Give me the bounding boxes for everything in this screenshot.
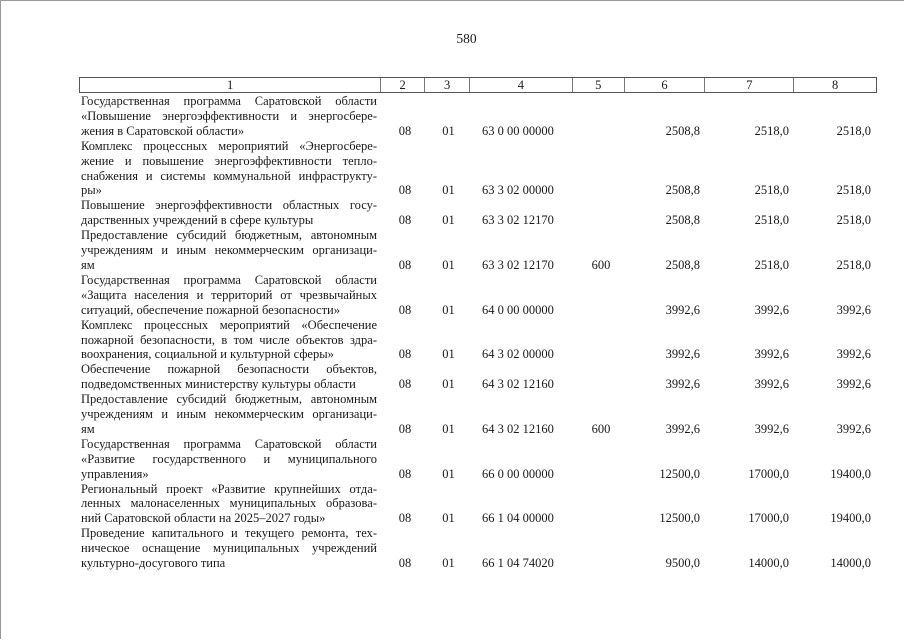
header-col-2: 2 bbox=[381, 78, 425, 92]
item-name-line: Повышение энергоэффективности областных госу- bbox=[81, 198, 377, 213]
section-code: 08 bbox=[398, 347, 412, 362]
table-row bbox=[79, 526, 877, 571]
target-article-code: 63 3 02 12170 bbox=[482, 257, 554, 272]
section-code: 08 bbox=[398, 183, 412, 198]
section-code: 08 bbox=[398, 213, 412, 228]
target-article-code: 64 3 02 12160 bbox=[482, 421, 554, 436]
section-code: 08 bbox=[398, 511, 412, 526]
amount-col-8: 2518,0 bbox=[836, 213, 871, 228]
header-col-3: 3 bbox=[425, 78, 470, 92]
item-name-line: «Повышение энергоэффективности и энергосбере- bbox=[81, 108, 377, 123]
amount-col-8: 3992,6 bbox=[836, 347, 871, 362]
item-name bbox=[79, 198, 381, 228]
item-name-line: снабжения и системы коммунальной инфраструкту- bbox=[81, 168, 377, 183]
section-code: 08 bbox=[398, 257, 412, 272]
item-name bbox=[79, 437, 381, 482]
item-name-line: Государственная программа Саратовской области bbox=[81, 436, 377, 451]
item-name-line: Государственная программа Саратовской области bbox=[81, 272, 377, 287]
amount-col-7: 3992,6 bbox=[754, 347, 789, 362]
amount-col-6: 3992,6 bbox=[665, 302, 700, 317]
item-name bbox=[79, 362, 381, 392]
table-row bbox=[79, 228, 877, 273]
item-name bbox=[79, 228, 381, 273]
subsection-code: 01 bbox=[442, 302, 455, 317]
table-row bbox=[79, 198, 877, 228]
section-code: 08 bbox=[398, 123, 412, 138]
header-col-8: 8 bbox=[831, 78, 839, 92]
amount-col-8: 2518,0 bbox=[836, 257, 871, 272]
item-name-line: культурно-досугового типа bbox=[81, 556, 226, 571]
amount-col-7: 14000,0 bbox=[748, 556, 789, 571]
amount-col-6: 3992,6 bbox=[665, 377, 700, 392]
item-name-line: ленных малонаселенных муниципальных образова- bbox=[81, 496, 377, 511]
item-name-line: ническое оснащение муниципальных учреждений bbox=[81, 541, 377, 556]
item-name bbox=[79, 139, 381, 199]
item-name-line: жения в Саратовской области» bbox=[81, 123, 245, 138]
section-code: 08 bbox=[398, 302, 412, 317]
item-name bbox=[79, 94, 381, 139]
item-name-line: дарственных учреждений в сфере культуры bbox=[81, 213, 314, 228]
table-row bbox=[79, 94, 877, 139]
item-name-line: Предоставление субсидий бюджетным, автономным bbox=[81, 228, 377, 243]
item-name-line: «Защита населения и территорий от чрезвычайных bbox=[81, 287, 377, 302]
table-row bbox=[79, 139, 877, 199]
item-name-line: пожарной безопасности, в том числе объектов здра- bbox=[81, 332, 377, 347]
item-name-line: Региональный проект «Развитие крупнейших отда- bbox=[81, 481, 377, 496]
item-name bbox=[79, 318, 381, 363]
table-row bbox=[79, 362, 877, 392]
table-row bbox=[79, 273, 877, 318]
item-name-line: Комплекс процессных мероприятий «Обеспечение bbox=[81, 317, 377, 332]
amount-col-8: 14000,0 bbox=[830, 556, 871, 571]
amount-col-7: 3992,6 bbox=[754, 377, 789, 392]
item-name bbox=[79, 392, 381, 437]
amount-col-7: 2518,0 bbox=[754, 183, 789, 198]
amount-col-6: 12500,0 bbox=[659, 511, 700, 526]
subsection-code: 01 bbox=[442, 511, 455, 526]
table-row bbox=[79, 437, 877, 482]
subsection-code: 01 bbox=[442, 556, 455, 571]
header-col-1: 1 bbox=[80, 78, 381, 92]
item-name-line: Государственная программа Саратовской области bbox=[81, 94, 377, 108]
amount-col-6: 3992,6 bbox=[665, 347, 700, 362]
item-name-line: управления» bbox=[81, 466, 149, 481]
amount-col-7: 2518,0 bbox=[754, 123, 789, 138]
amount-col-7: 17000,0 bbox=[748, 511, 789, 526]
expense-type-code: 600 bbox=[591, 421, 611, 436]
budget-table-body bbox=[79, 94, 877, 571]
subsection-code: 01 bbox=[442, 421, 455, 436]
target-article-code: 63 0 00 00000 bbox=[482, 123, 554, 138]
target-article-code: 66 1 04 74020 bbox=[482, 556, 554, 571]
item-name-line: воохранения, социальной и культурной сферы» bbox=[81, 347, 334, 362]
header-col-5: 5 bbox=[573, 78, 625, 92]
amount-col-7: 2518,0 bbox=[754, 257, 789, 272]
header-col-4: 4 bbox=[470, 78, 573, 92]
table-row bbox=[79, 482, 877, 527]
amount-col-7: 3992,6 bbox=[754, 421, 789, 436]
item-name-line: Комплекс процессных мероприятий «Энергосбере- bbox=[81, 138, 377, 153]
target-article-code: 63 3 02 12170 bbox=[482, 213, 554, 228]
amount-col-6: 3992,6 bbox=[665, 421, 700, 436]
table-row bbox=[79, 318, 877, 363]
amount-col-6: 12500,0 bbox=[659, 466, 700, 481]
target-article-code: 64 0 00 00000 bbox=[482, 302, 554, 317]
item-name-line: Проведение капитального и текущего ремонта, тех- bbox=[81, 526, 377, 541]
subsection-code: 01 bbox=[442, 213, 455, 228]
item-name-line: учреждениям и иным некоммерческим организаци- bbox=[81, 407, 377, 422]
section-code: 08 bbox=[398, 377, 412, 392]
item-name-line: Обеспечение пожарной безопасности объектов, bbox=[81, 362, 377, 377]
amount-col-8: 3992,6 bbox=[836, 302, 871, 317]
amount-col-8: 2518,0 bbox=[836, 123, 871, 138]
item-name-line: ям bbox=[81, 257, 95, 272]
item-name-line: Предоставление субсидий бюджетным, автономным bbox=[81, 392, 377, 407]
subsection-code: 01 bbox=[442, 466, 455, 481]
item-name-line: ры» bbox=[81, 183, 102, 198]
amount-col-7: 17000,0 bbox=[748, 466, 789, 481]
amount-col-6: 2508,8 bbox=[665, 257, 700, 272]
amount-col-6: 2508,8 bbox=[665, 123, 700, 138]
target-article-code: 66 1 04 00000 bbox=[482, 511, 554, 526]
expense-type-code: 600 bbox=[591, 257, 611, 272]
subsection-code: 01 bbox=[442, 347, 455, 362]
target-article-code: 64 3 02 00000 bbox=[482, 347, 554, 362]
subsection-code: 01 bbox=[442, 257, 455, 272]
amount-col-8: 19400,0 bbox=[830, 466, 871, 481]
amount-col-8: 3992,6 bbox=[836, 421, 871, 436]
header-col-7: 7 bbox=[705, 78, 794, 92]
item-name-line: ний Саратовской области на 2025–2027 годы» bbox=[81, 511, 326, 526]
header-col-6: 6 bbox=[625, 78, 706, 92]
subsection-code: 01 bbox=[442, 183, 455, 198]
section-code: 08 bbox=[398, 466, 412, 481]
item-name bbox=[79, 526, 381, 571]
item-name-line: учреждениям и иным некоммерческим организаци- bbox=[81, 243, 377, 258]
item-name bbox=[79, 482, 381, 527]
table-header-row bbox=[79, 77, 877, 93]
amount-col-7: 3992,6 bbox=[754, 302, 789, 317]
amount-col-6: 9500,0 bbox=[665, 556, 700, 571]
section-code: 08 bbox=[398, 556, 412, 571]
item-name-line: ям bbox=[81, 421, 95, 436]
item-name-line: жение и повышение энергоэффективности тепло- bbox=[81, 153, 377, 168]
amount-col-8: 3992,6 bbox=[836, 377, 871, 392]
amount-col-6: 2508,8 bbox=[665, 183, 700, 198]
subsection-code: 01 bbox=[442, 123, 455, 138]
amount-col-8: 19400,0 bbox=[830, 511, 871, 526]
table-row bbox=[79, 392, 877, 437]
item-name-line: ситуаций, обеспечение пожарной безопасности» bbox=[81, 302, 340, 317]
target-article-code: 64 3 02 12160 bbox=[482, 377, 554, 392]
amount-col-7: 2518,0 bbox=[754, 213, 789, 228]
amount-col-8: 2518,0 bbox=[836, 183, 871, 198]
item-name-line: «Развитие государственного и муниципального bbox=[81, 451, 377, 466]
target-article-code: 63 3 02 00000 bbox=[482, 183, 554, 198]
amount-col-6: 2508,8 bbox=[665, 213, 700, 228]
item-name bbox=[79, 273, 381, 318]
item-name-line: подведомственных министерству культуры области bbox=[81, 377, 356, 392]
page-number: 580 bbox=[456, 31, 477, 46]
target-article-code: 66 0 00 00000 bbox=[482, 466, 554, 481]
subsection-code: 01 bbox=[442, 377, 455, 392]
section-code: 08 bbox=[398, 421, 412, 436]
